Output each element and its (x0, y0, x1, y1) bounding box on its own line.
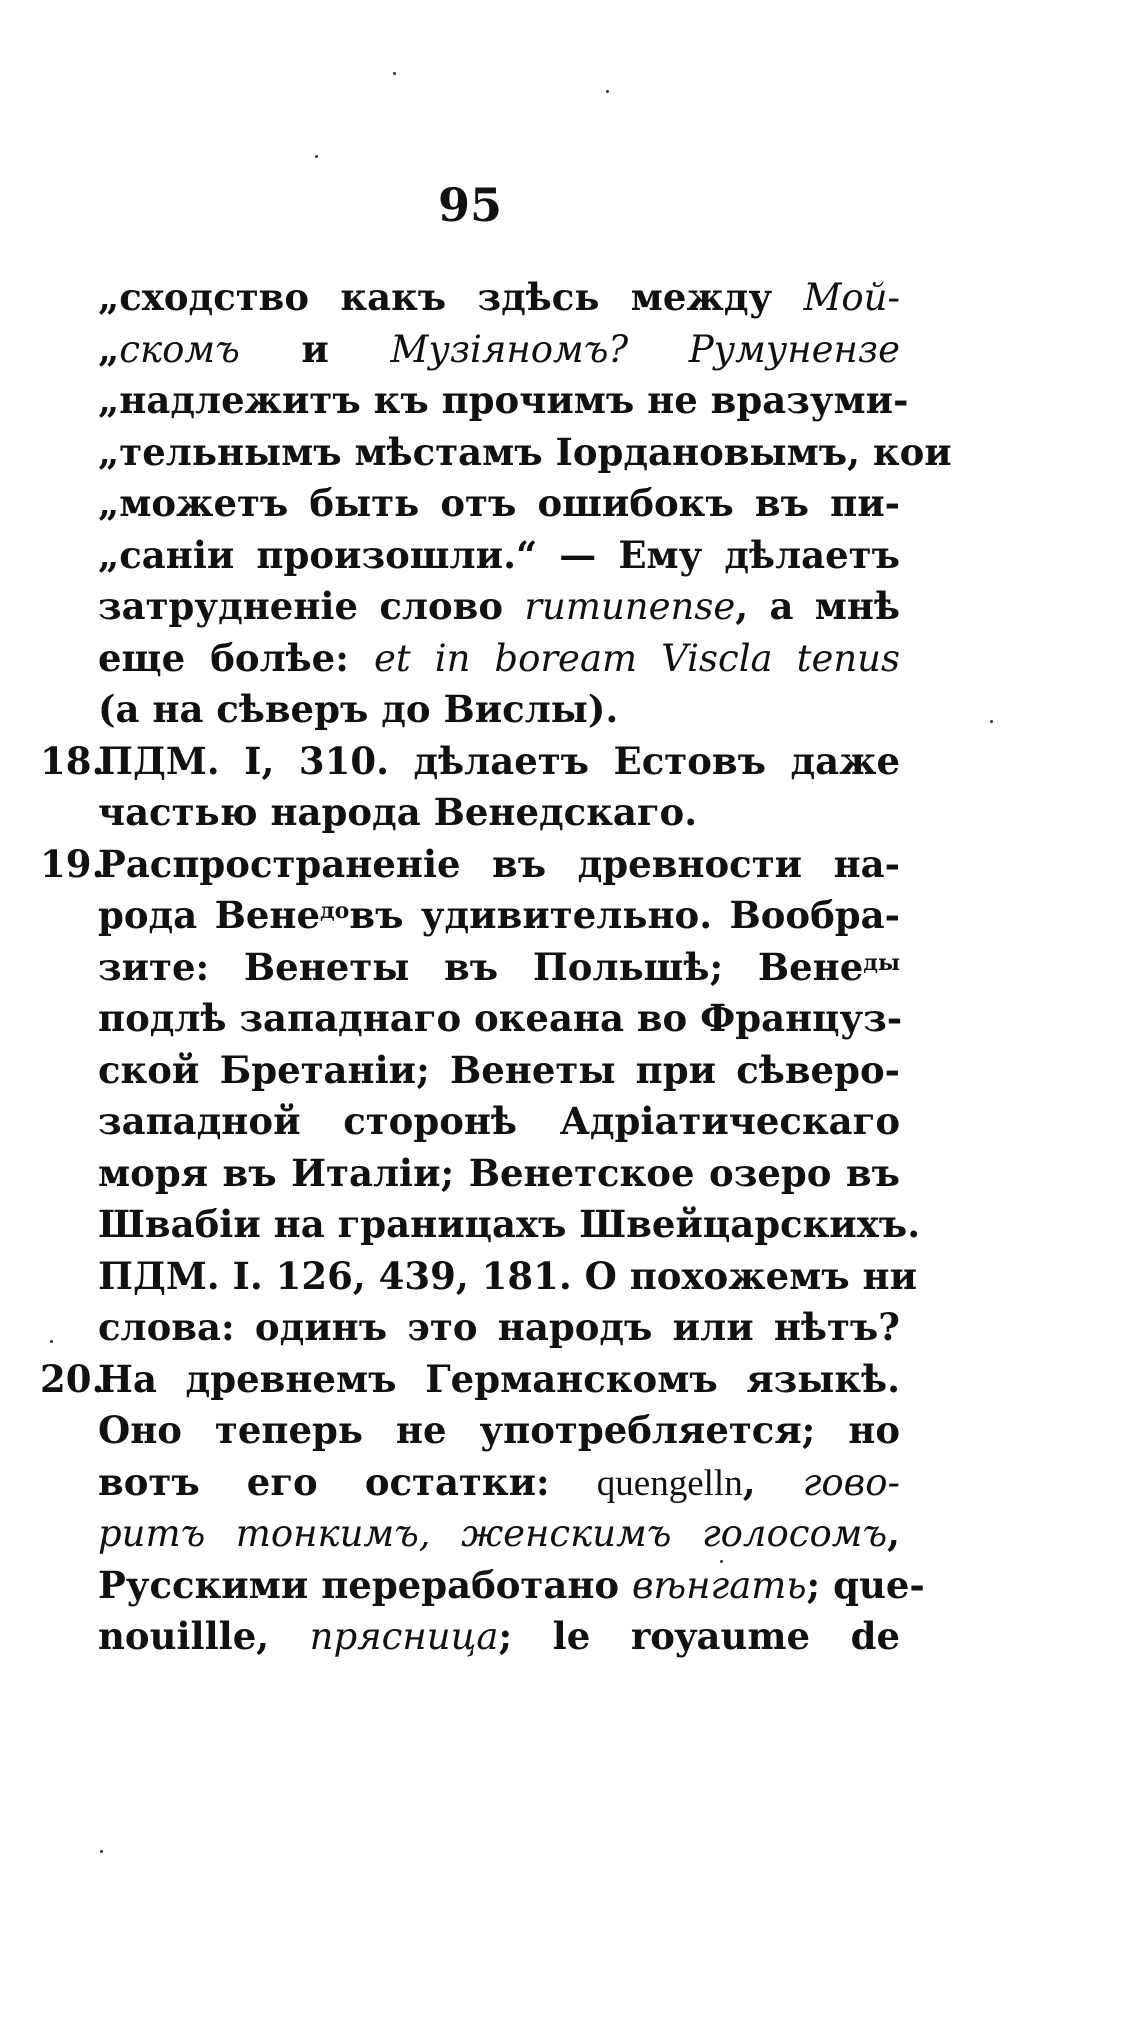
text-line (40, 839, 900, 891)
text-line: „надлежитъ къ прочимъ не вразуми- (98, 378, 909, 422)
italic-span: скомъ (119, 327, 240, 371)
paper-speck (393, 72, 396, 75)
paper-speck (100, 1850, 103, 1853)
text-span: рода Вене (98, 893, 321, 937)
text-line: слова: одинъ это народъ или нѣтъ? (98, 1305, 900, 1349)
ligature-span: ды (863, 949, 900, 976)
paper-speck (990, 720, 993, 723)
italic-span: et in boream Viscla tenus (374, 636, 900, 680)
text-line (40, 324, 900, 376)
text-line (40, 633, 900, 685)
text-span: „сходство какъ здѣсь между (98, 275, 804, 319)
text-span: вотъ его остатки: (98, 1459, 597, 1504)
text-span: ; que- (806, 1562, 925, 1607)
text-line: Оно теперь не употребляется; но (98, 1408, 900, 1452)
text-line (40, 1560, 925, 1612)
text-line (40, 890, 900, 942)
text-line: „можетъ быть отъ ошибокъ въ пи- (98, 481, 900, 525)
text-span: и (239, 326, 391, 371)
text-line: Швабіи на границахъ Швейцарскихъ. (98, 1202, 921, 1246)
text-line (40, 736, 900, 788)
italic-span: ритъ тонкимъ, женскимъ голосомъ (98, 1512, 888, 1555)
text-line: подлѣ западнаго океана во Француз- (98, 996, 903, 1040)
ligature-span: до (320, 898, 350, 924)
note-number: 19. (40, 841, 105, 886)
italic-span: гово- (802, 1460, 900, 1504)
text-line (40, 272, 900, 324)
text-line (40, 1457, 900, 1509)
text-line (40, 581, 900, 633)
text-line: „тельнымъ мѣстамъ Іордановымъ, кои (98, 429, 952, 474)
fraktur-span: quengelln (596, 1462, 743, 1504)
paper-speck (606, 90, 609, 93)
text-line: (а на сѣверъ до Вислы). (98, 687, 619, 731)
text-span: ; le royaume de (498, 1614, 900, 1658)
text-span: „ (98, 326, 120, 371)
text-span: зите: Венеты въ Польшѣ; Вене (98, 944, 864, 989)
italic-span: rumunense (524, 585, 736, 628)
text-span: nouillle, (98, 1614, 310, 1658)
italic-span: Мой- (803, 276, 900, 319)
page-number: 95 (437, 178, 502, 232)
text-span: , (742, 1459, 803, 1504)
text-span: , (887, 1511, 900, 1555)
paper-speck (50, 1340, 53, 1343)
text-span: На древнемъ Германскомъ языкѣ. (98, 1356, 900, 1401)
body-text (40, 272, 952, 1663)
italic-span: вѣнгать (631, 1563, 807, 1607)
text-span: ПДМ. I, 310. дѣлаетъ Естовъ даже (98, 738, 900, 783)
text-line: ПДМ. I. 126, 439, 181. О похожемъ ни (98, 1253, 918, 1298)
italic-span: Музіяномъ? Румунензе (390, 327, 900, 371)
text-span: затрудненіе слово (98, 584, 525, 628)
text-line: частью народа Венедскаго. (98, 790, 698, 834)
text-line: западной сторонѣ Адріатическаго (98, 1099, 900, 1143)
text-line (40, 942, 900, 994)
text-line: „саніи произошли.“ — Ему дѣлаетъ (98, 532, 900, 577)
note-number: 20. (40, 1356, 105, 1401)
text-line (40, 1611, 900, 1663)
text-span: еще болѣе: (98, 635, 374, 680)
paper-speck (720, 1560, 723, 1563)
text-line (40, 1508, 900, 1560)
text-line: моря въ Италіи; Венетское озеро въ (98, 1150, 900, 1195)
text-line (40, 1354, 900, 1406)
paper-speck (315, 155, 318, 158)
text-line: ской Бретаніи; Венеты при сѣверо- (98, 1047, 900, 1092)
text-span: Распространеніе въ древности на- (98, 841, 900, 886)
note-number: 18. (40, 738, 105, 783)
italic-span: прясница (309, 1615, 499, 1658)
text-span: въ удивительно. Вообра- (349, 893, 900, 937)
text-span: Русскими переработано (98, 1562, 632, 1607)
text-span: , а мнѣ (735, 584, 900, 628)
